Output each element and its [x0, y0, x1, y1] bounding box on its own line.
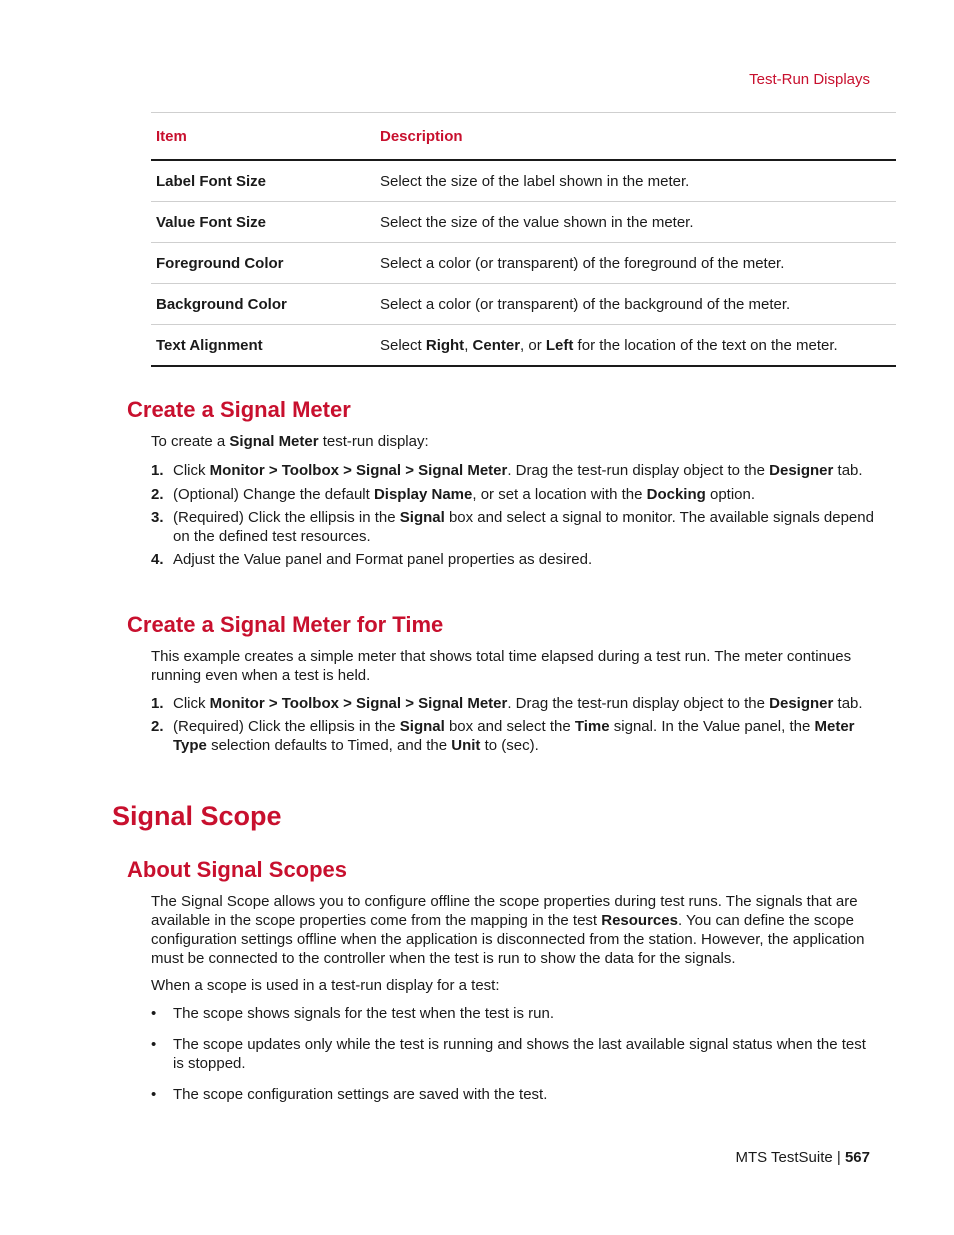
table-row	[151, 243, 896, 284]
table-row	[151, 160, 896, 202]
section1-intro: To create a Signal Meter test-run display:	[151, 433, 429, 450]
column-header-description: Description	[380, 127, 463, 145]
section1-steps	[151, 461, 876, 569]
row-item: Text Alignment	[156, 336, 263, 354]
row-description: Select a color (or transparent) of the foreground of the meter.	[380, 254, 785, 272]
properties-table	[151, 112, 896, 367]
chapter-heading-signal-scope: Signal Scope	[112, 801, 282, 831]
list-item: • The scope configuration settings are saved with the test.	[151, 1086, 548, 1103]
section3-paragraph: The Signal Scope allows you to configure offline the scope properties during test runs. The signals that are available in the scope properties come from the mapping in the test Resources. You can define the scope configuration settings offline when the application is disconnected from the station. However, the application must be connected to the controller when the test is run to show the data for the signals.	[151, 893, 865, 967]
list-item: 1. Click Monitor > Toolbox > Signal > Signal Meter. Drag the test-run display object to the Designer tab.	[151, 462, 863, 479]
section3-bullets	[151, 1004, 876, 1104]
section-heading-create-signal-meter: Create a Signal Meter	[127, 397, 351, 422]
table-row	[151, 284, 896, 325]
row-item: Foreground Color	[156, 254, 284, 272]
row-description: Select the size of the label shown in the meter.	[380, 172, 690, 190]
row-description: Select the size of the value shown in the meter.	[380, 213, 694, 231]
section2-intro: This example creates a simple meter that shows total time elapsed during a test run. The meter continues running even when a test is held.	[151, 648, 852, 684]
list-item: 3. (Required) Click the ellipsis in the Signal box and select a signal to monitor. The available signals depend on the defined test resources.	[151, 509, 874, 545]
table-row	[151, 325, 896, 367]
section2-steps	[151, 694, 876, 755]
row-item: Label Font Size	[156, 172, 267, 190]
section-heading-create-signal-meter-for-time: Create a Signal Meter for Time	[127, 612, 444, 637]
row-description: Select Right, Center, or Left for the location of the text on the meter.	[380, 336, 838, 354]
running-head: Test-Run Displays	[749, 71, 870, 88]
list-item: • The scope shows signals for the test when the test is run.	[151, 1005, 555, 1022]
section3-lead-in: When a scope is used in a test-run display for a test:	[151, 977, 500, 994]
table-header-row	[151, 113, 896, 161]
footer-separator: |	[836, 1149, 841, 1166]
list-item: 4. Adjust the Value panel and Format panel properties as desired.	[151, 551, 593, 568]
column-header-item: Item	[156, 127, 187, 145]
table-row	[151, 202, 896, 243]
list-item: 2. (Required) Click the ellipsis in the Signal box and select the Time signal. In the Value panel, the Meter Type selection defaults to Timed, and the Unit to (sec).	[151, 718, 855, 754]
row-item: Value Font Size	[156, 213, 267, 231]
row-item: Background Color	[156, 295, 287, 313]
page-number: 567	[844, 1149, 870, 1166]
page-footer	[735, 1148, 870, 1167]
list-item: 2. (Optional) Change the default Display Name, or set a location with the Docking option.	[151, 486, 756, 503]
product-name: MTS TestSuite	[735, 1149, 833, 1166]
row-description: Select a color (or transparent) of the background of the meter.	[380, 295, 791, 313]
list-item: • The scope updates only while the test is running and shows the last available signal status when the test is stopped.	[151, 1036, 866, 1072]
section-heading-about-signal-scopes: About Signal Scopes	[127, 857, 348, 882]
list-item: 1. Click Monitor > Toolbox > Signal > Signal Meter. Drag the test-run display object to the Designer tab.	[151, 695, 863, 712]
